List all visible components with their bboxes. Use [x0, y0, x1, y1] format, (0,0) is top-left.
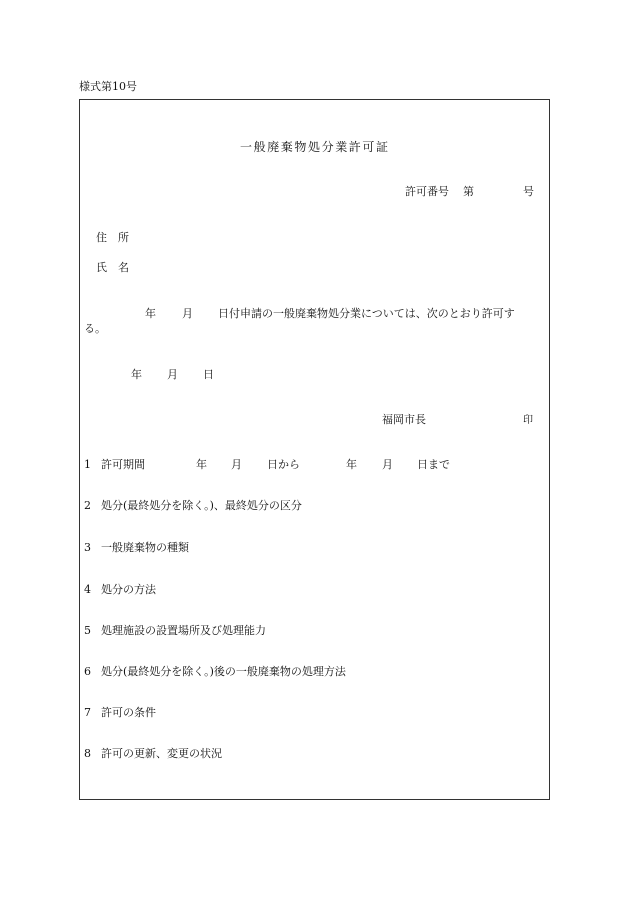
- name-label: 氏 名: [96, 261, 129, 274]
- issue-date-year: 年: [131, 368, 142, 381]
- item-6-number: 6: [84, 665, 91, 678]
- period-from-month: 月: [231, 458, 242, 471]
- application-text-line1: 日付申請の一般廃棄物処分業については、次のとおり許可す: [218, 307, 515, 320]
- item-2-number: 2: [84, 499, 91, 512]
- item-6-label: 処分(最終処分を除く。)後の一般廃棄物の処理方法: [101, 665, 346, 678]
- item-3-number: 3: [84, 541, 91, 554]
- application-month: 月: [182, 307, 193, 320]
- address-label: 住 所: [96, 231, 129, 244]
- permit-number-dai: 第: [463, 185, 474, 198]
- item-1-number: 1: [84, 458, 91, 471]
- item-2-label: 処分(最終処分を除く。)、最終処分の区分: [101, 499, 302, 512]
- item-1-label: 許可期間: [101, 458, 145, 471]
- permit-number-label: 許可番号: [405, 185, 449, 198]
- period-from-day: 日から: [267, 458, 300, 471]
- period-from-year: 年: [196, 458, 207, 471]
- period-to-day: 日まで: [417, 458, 450, 471]
- document-title: 一般廃棄物処分業許可証: [240, 140, 390, 154]
- form-number: 様式第10号: [79, 80, 137, 93]
- application-year: 年: [145, 307, 156, 320]
- issue-date-day: 日: [203, 368, 214, 381]
- permit-number-go: 号: [523, 185, 534, 198]
- item-8-label: 許可の更新、変更の状況: [101, 747, 222, 760]
- item-7-label: 許可の条件: [101, 706, 156, 719]
- period-to-month: 月: [382, 458, 393, 471]
- item-4-number: 4: [84, 583, 91, 596]
- item-5-number: 5: [84, 624, 91, 637]
- item-7-number: 7: [84, 706, 91, 719]
- seal-mark: 印: [523, 415, 533, 426]
- item-4-label: 処分の方法: [101, 583, 156, 596]
- permit-form-frame: [79, 99, 550, 800]
- item-5-label: 処理施設の設置場所及び処理能力: [101, 624, 266, 637]
- item-3-label: 一般廃棄物の種類: [101, 541, 189, 554]
- application-text-line2: る。: [84, 322, 106, 335]
- item-8-number: 8: [84, 747, 91, 760]
- issue-date-month: 月: [167, 368, 178, 381]
- issuer-name: 福岡市長: [382, 413, 426, 426]
- period-to-year: 年: [346, 458, 357, 471]
